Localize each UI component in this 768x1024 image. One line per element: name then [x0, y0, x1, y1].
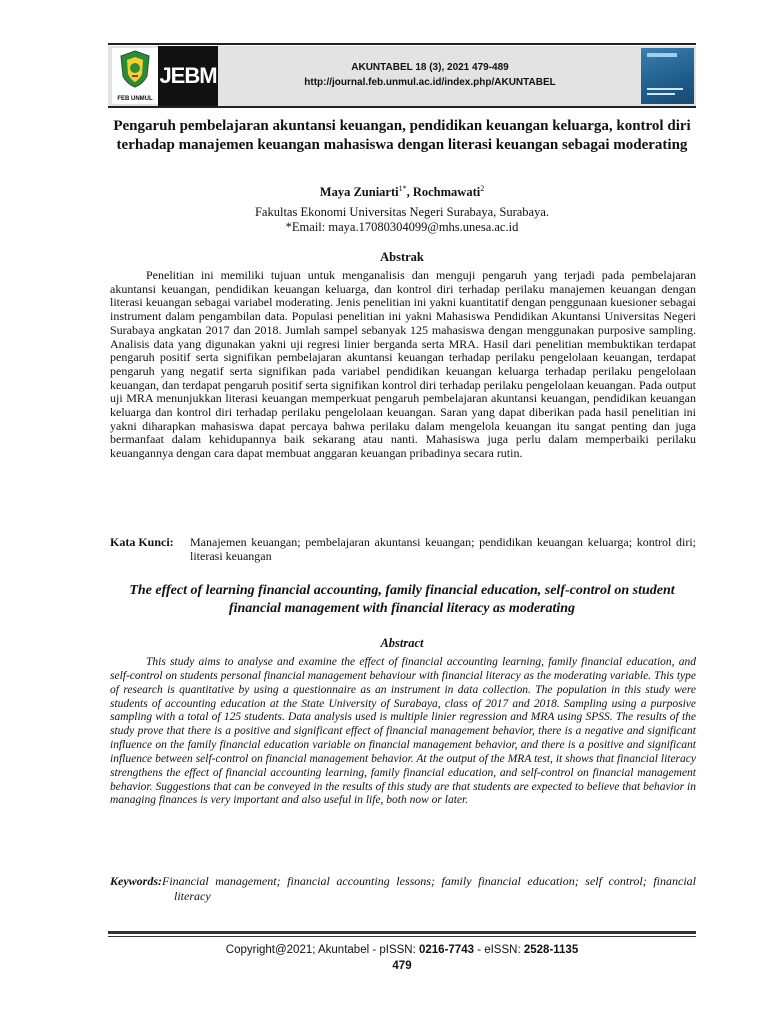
author-separator: ,	[406, 185, 413, 200]
kata-kunci-text: Manajemen keuangan; pembelajaran akuntansi keuangan; pendidikan keuangan keluarga; kontrol diri; literasi keuangan	[190, 535, 696, 563]
author-2: Rochmawati	[412, 185, 481, 200]
authors	[110, 184, 694, 200]
page-number: 479	[392, 960, 412, 972]
footer-copyright: Copyright@2021; Akuntabel - pISSN: 0216-7743 - eISSN: 2528-1135	[225, 944, 579, 956]
kata-kunci-label: Kata Kunci:	[110, 535, 174, 549]
abstrak-heading: Abstrak	[380, 250, 424, 264]
keywords-label: Keywords:	[110, 874, 162, 888]
affiliation: Fakultas Ekonomi Universitas Negeri Surabaya, Surabaya.	[254, 205, 550, 219]
shield-emblem-icon	[119, 50, 151, 88]
author-1-sup: 1*	[398, 184, 407, 193]
journal-url[interactable]: http://journal.feb.unmul.ac.id/index.php/AKUNTABEL	[304, 77, 556, 88]
paper-title: Pengaruh pembelajaran akuntansi keuangan, pendidikan keuangan keluarga, kontrol diri terhadap manajemen keuangan mahasiswa dengan literasi keuangan sebagai moderating	[113, 118, 691, 153]
abstract-text: This study aims to analyse and examine the effect of financial accounting learning, family financial education, and self-control on students personal financial management behaviour with financial literacy as the moderating variable. This type of research is quantitative by using a questionnaire as an instrument in data collection. The population in this study were students of accounting education at the State University of Surabaya, class of 2017 and 2018. Sampling using a purposive sampling with a total of 125 students. Data analysis used is multiple linier regression and MRA using SPSS. The results of the study prove that there is a positive and significant effect of financial management behavior, there is a negative and significant influence on the family financial education variable on financial management behavior, and there is a positive and significant influence between self-control on financial management behavior. At the output of the MRA test, it shows that financial literacy strengthens the effect of financial accounting learning, family financial education, and self-control on financial management behavior. Suggestions that can be conveyed in the results of this study are that students are expected to believe that behavior in managing finances is very important and also useful in life, both now or later.	[110, 656, 696, 807]
header-top-rule	[108, 43, 696, 45]
author-1: Maya Zuniarti	[319, 185, 399, 200]
footer-rule-thick	[108, 931, 696, 934]
kata-kunci	[110, 535, 696, 563]
feb-unmul-logo	[112, 48, 158, 104]
feb-logo-caption: FEB UNMUL	[117, 96, 153, 102]
email[interactable]: *Email: maya.17080304099@mhs.unesa.ac.id	[285, 220, 519, 234]
journal-info	[230, 60, 630, 90]
abstrak-text: Penelitian ini memiliki tujuan untuk menganalisis dan menguji pengaruh yang terjadi pada pembelajaran akuntansi keuangan, pendidikan keuangan keluarga, dan kontrol diri terhadap perilaku manajemen keuangan dengan literasi keuangan sebagai variabel moderating. Jenis penelitian ini yakni kuantitatif dengan penggunaan kuesioner sebagai instrument dalam pengambilan data. Populasi penelitian ini yakni Mahasiswa Pendidikan Akuntansi Universitas Negeri Surabaya angkatan 2017 dan 2018. Jumlah sampel sebanyak 125 mahasiswa dengan menggunakan purposive sampling. Analisis data yang digunakan yakni uji regresi linier berganda serta MRA. Hasil dari penelitian membuktikan terdapat pengaruh positif serta signifikan pembelajaran akuntansi keuangan terhadap perilaku pengelolaan keuangan, terdapat pengaruh yang negatif serta signifikan pada variabel pendidikan keuangan keluarga terhadap perilaku pengelolaan keuangan, dan terdapat pengaruh positif serta signifikan kontrol diri terhadap perilaku pengelolaan keuangan. Pada output uji MRA menunjukkan literasi keuangan memperkuat pengaruh pembelajaran akuntansi keuangan, pendidikan keuangan keluarga dan kontrol diri terhadap perilaku pengelolaan keuangan. Saran yang dapat diberikan pada hasil penelitian ini yakni diharapkan mahasiswa dapat percaya bahwa perilaku dalam mengelola keuangan itu sangat penting dan juga bermanfaat dalam kehidupannya baik sekarang atau nanti. Mahasiswa juga perlu dalam memperbaiki perilaku keuangannya dengan cara dapat membuat anggaran keuangan pribadinya secara rutin.	[110, 268, 696, 461]
journal-citation: AKUNTABEL 18 (3), 2021 479-489	[351, 62, 509, 73]
eissn: 2528-1135	[523, 944, 579, 956]
journal-cover-thumbnail	[641, 48, 694, 104]
english-title: The effect of learning financial accounting, family financial education, self-control on student financial management with financial literacy as moderating	[129, 583, 675, 616]
pissn: 0216-7743	[419, 944, 474, 956]
header-bottom-rule	[108, 106, 696, 108]
footer	[110, 942, 694, 974]
keywords	[110, 874, 696, 903]
jebm-logo: JEBM	[158, 46, 218, 106]
keywords-text: Financial management; financial accounting lessons; family financial education; self control; financial literacy	[162, 874, 696, 903]
abstract-heading: Abstract	[380, 636, 424, 650]
author-2-sup: 2	[480, 184, 485, 193]
footer-rule-thin	[108, 936, 696, 937]
